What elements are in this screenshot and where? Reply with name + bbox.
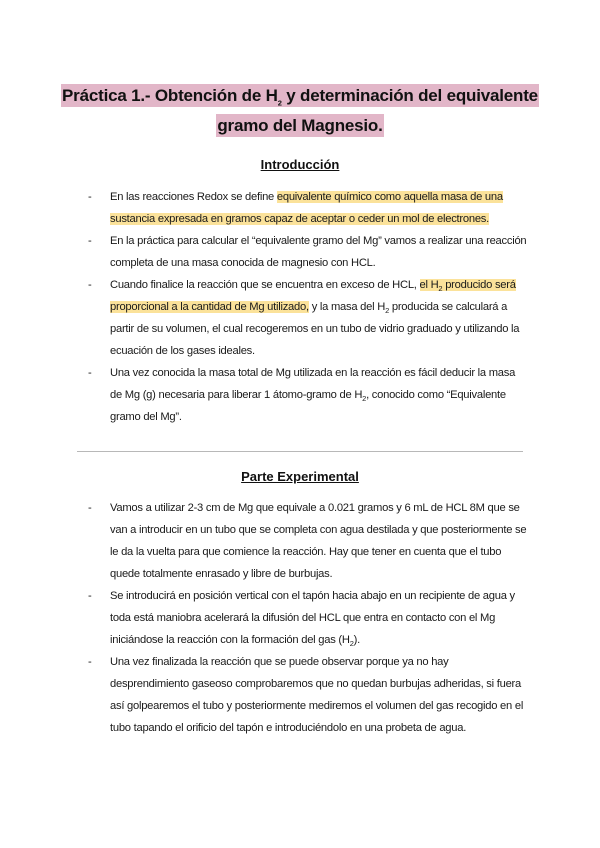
list-item: - En la práctica para calcular el “equivalente gramo del Mg” vamos a realizar una reacción completa de una masa conocida de magnesio con HCL.	[88, 230, 528, 274]
experimental-heading: Parte Experimental	[241, 469, 359, 484]
bullet-dash: -	[88, 656, 92, 668]
section-divider	[77, 451, 523, 452]
list-item: - Una vez finalizada la reacción que se puede observar porque ya no hay desprendimiento gaseoso comprobaremos que no quedan burbujas adheridas, si fuera así golpearemos el tubo y posteriormente mediremos el volumen del gas recogido en el tubo tapando el orificio del tapón e introduciéndolo en una probeta de agua.	[88, 651, 528, 739]
bullet-dash: -	[88, 367, 92, 379]
introduction-list	[88, 186, 528, 428]
list-item: - Se introducirá en posición vertical con el tapón hacia abajo en un recipiente de agua y toda está maniobra acelerará la difusión del HCL que entra en contacto con el Mg iniciándose la reacción con la formación del gas $(H_2)$.	[88, 585, 528, 651]
highlighted-text: equivalente químico como aquella masa de una sustancia expresada en gramos capaz de aceptar o ceder un mol de electrones.	[110, 191, 503, 225]
bullet-dash: -	[88, 235, 92, 247]
list-item: - Una vez conocida la masa total de Mg utilizada en la reacción es fácil deducir la masa de Mg (g) necesaria para liberar 1 átomo-gramo de $H_2$, conocido como “Equivalente gramo del Mg”.	[88, 362, 528, 428]
highlighted-text: el $H_2$ producido será proporcional a la cantidad de Mg utilizado,	[110, 279, 516, 313]
page-title-line-2	[0, 116, 600, 136]
bullet-dash: -	[88, 502, 92, 514]
list-item: - En las reacciones Redox se define equivalente químico como aquella masa de una sustancia expresada en gramos capaz de aceptar o ceder un mol de electrones.	[88, 186, 528, 230]
title-highlight: gramo del Magnesio.	[217, 116, 383, 135]
bullet-dash: -	[88, 590, 92, 602]
list-item: - Vamos a utilizar 2-3 cm de Mg que equivale a 0.021 gramos y 6 mL de HCL 8M que se van a introducir en un tubo que se completa con agua destilada y que posteriormente se le da la vuelta para que comience la reacción. Hay que tener en cuenta que el tubo quede totalmente enrasado y libre de burbujas.	[88, 497, 528, 585]
list-item: - Cuando finalice la reacción que se encuentra en exceso de HCL, el $H_2$ producido será proporcional a la cantidad de Mg utilizado, y la masa del $H_2$ producida se calculará a partir de su volumen, el cual recogeremos en un tubo de vidrio graduado y utilizando la ecuación de los gases ideales.	[88, 274, 528, 362]
page-title-line-1	[0, 86, 600, 106]
introduction-heading: Introducción	[260, 157, 340, 172]
bullet-dash: -	[88, 279, 92, 291]
title-highlight: Práctica 1.- Obtención de $H_2$ y determinación del equivalente	[62, 86, 538, 108]
experimental-list	[88, 497, 528, 739]
bullet-dash: -	[88, 191, 92, 203]
